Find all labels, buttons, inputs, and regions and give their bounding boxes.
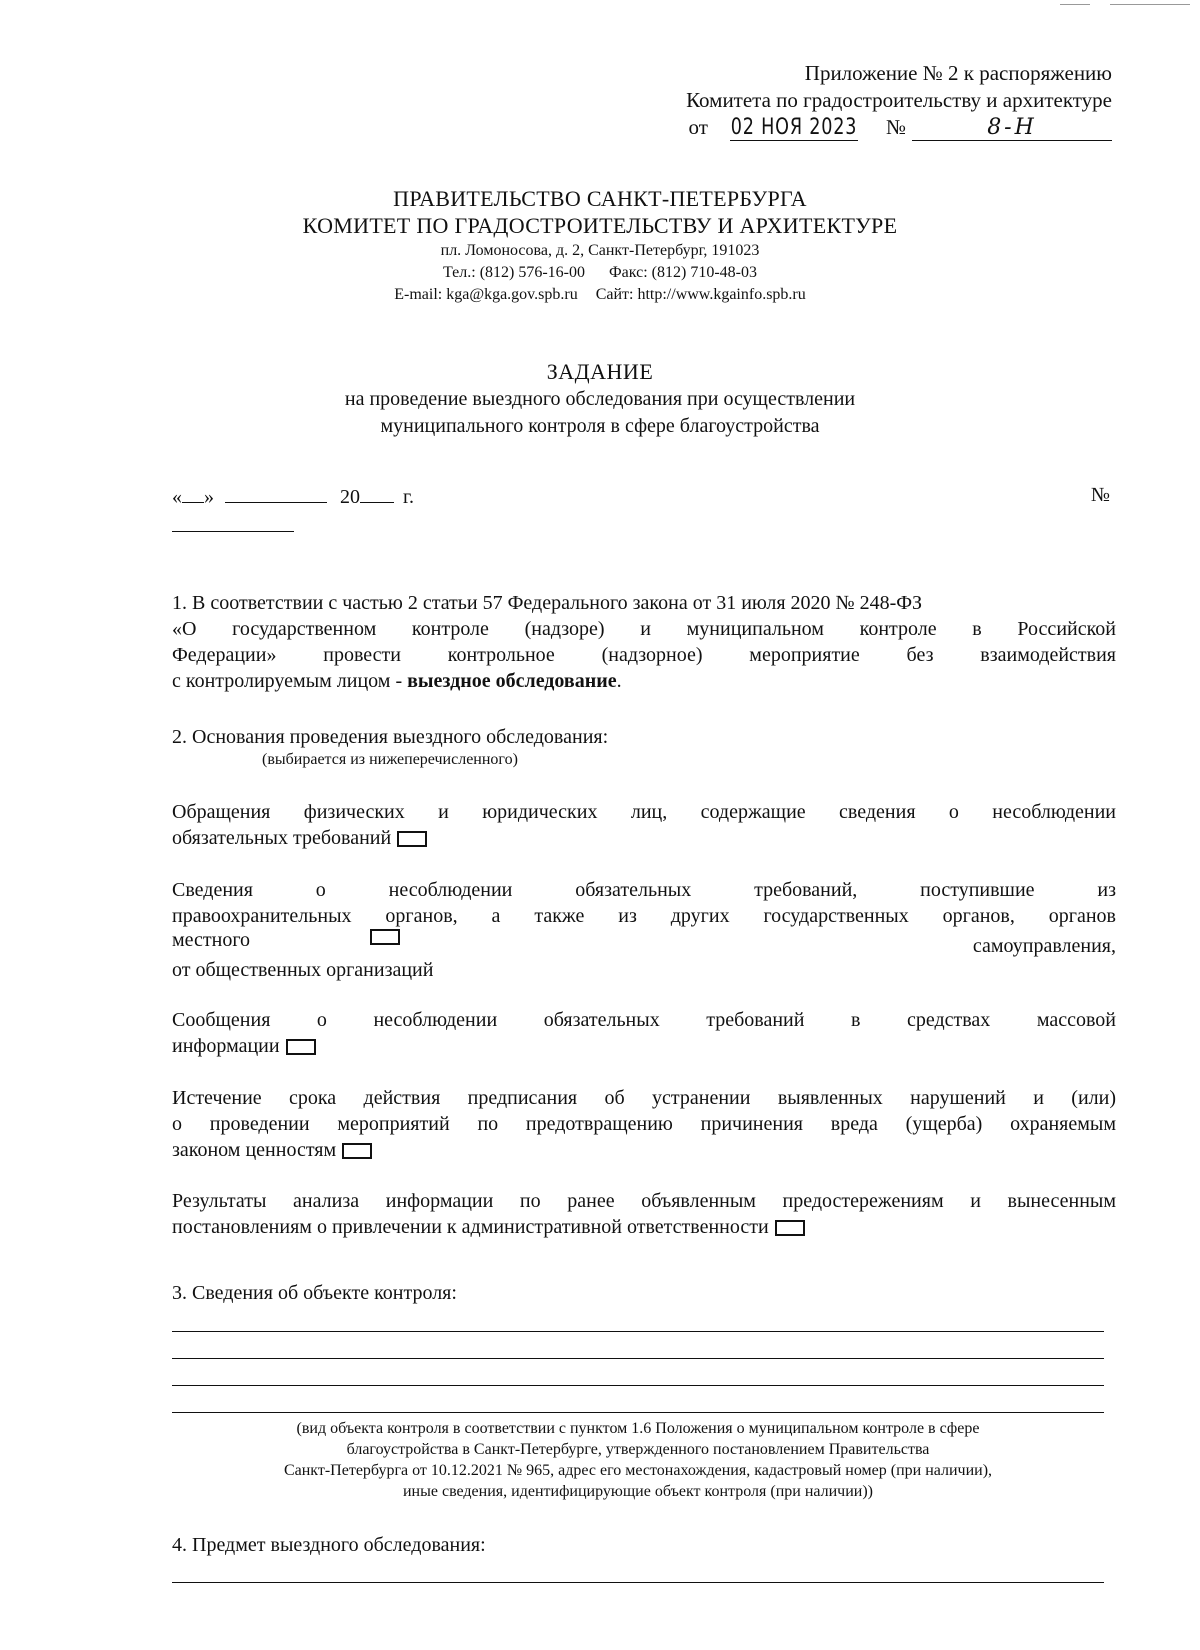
option-4-checkbox[interactable] bbox=[342, 1143, 372, 1159]
letterhead bbox=[0, 186, 1200, 306]
s1-line2: «О государственном контроле (надзоре) и муниципальном контроле в Российской bbox=[172, 618, 1116, 640]
opt4-text: законом ценностям bbox=[172, 1139, 337, 1161]
caption-line2: благоустройства в Санкт-Петербурге, утвержденного постановлением Правительства bbox=[346, 1441, 930, 1458]
caption-line4: иные сведения, идентифицирующие объект контроля (при наличии)) bbox=[402, 1483, 873, 1500]
year-blank bbox=[360, 484, 394, 503]
phone-fax bbox=[0, 262, 1200, 284]
appendix-line2: Комитета по градостроительству и архитектуре bbox=[686, 88, 1112, 112]
opt2-line1: Сведения о несоблюдении обязательных требований, поступившие из bbox=[172, 879, 1116, 901]
opt3-line2 bbox=[172, 1033, 1116, 1059]
appendix-block bbox=[686, 60, 1112, 141]
opt2-line2: правоохранительных органов, а также из других государственных органов, органов bbox=[172, 905, 1116, 927]
opt1-line2 bbox=[172, 825, 1116, 851]
title-line2: муниципального контроля в сфере благоустройства bbox=[380, 415, 820, 437]
opt4-line2: о проведении мероприятий по предотвращению причинения вреда (ущерба) охраняемым bbox=[172, 1113, 1116, 1135]
fax: Факс: (812) 710-48-03 bbox=[609, 264, 757, 281]
section-2 bbox=[172, 724, 1116, 770]
opt2-line3 bbox=[172, 929, 1116, 957]
s4-heading: 4. Предмет выездного обследования: bbox=[172, 1534, 486, 1556]
option-2 bbox=[172, 877, 1116, 983]
caption-line3: Санкт-Петербурга от 10.12.2021 № 965, адрес его местонахождения, кадастровый номер (при наличии), bbox=[283, 1462, 993, 1479]
s2-note: (выбирается из нижеперечисленного) bbox=[262, 751, 518, 768]
number-label: № bbox=[885, 115, 906, 139]
opt4-line3 bbox=[172, 1137, 1116, 1163]
email-site bbox=[0, 284, 1200, 306]
open-quote: « bbox=[172, 486, 182, 508]
s1-line4-bold: выездное обследование bbox=[407, 670, 617, 692]
number-sign: № bbox=[1090, 484, 1110, 506]
s1-line4-prefix: с контролируемым лицом - bbox=[172, 670, 408, 692]
object-line-4[interactable] bbox=[172, 1412, 1104, 1413]
s3-heading: 3. Сведения об объекте контроля: bbox=[172, 1282, 457, 1304]
s1-line1: 1. В соответствии с частью 2 статьи 57 Федерального закона от 31 июля 2020 № 248-ФЗ bbox=[172, 592, 923, 614]
government-name: ПРАВИТЕЛЬСТВО САНКТ-ПЕТЕРБУРГА bbox=[393, 186, 807, 211]
option-5-checkbox[interactable] bbox=[775, 1220, 805, 1236]
opt5-text: постановлениям о привлечении к административной ответственности bbox=[172, 1216, 769, 1238]
address: пл. Ломоносова, д. 2, Санкт-Петербург, 191023 bbox=[440, 242, 760, 259]
option-4 bbox=[172, 1085, 1116, 1163]
committee-name: КОМИТЕТ ПО ГРАДОСТРОИТЕЛЬСТВУ И АРХИТЕКТУРЕ bbox=[302, 213, 898, 238]
year-prefix: 20 bbox=[340, 486, 360, 508]
opt2-word-right: самоуправления, bbox=[972, 935, 1116, 957]
object-line-1[interactable] bbox=[172, 1331, 1104, 1332]
appendix-line1: Приложение № 2 к распоряжению bbox=[804, 61, 1112, 85]
s1-line4 bbox=[172, 668, 1116, 694]
title-line1: на проведение выездного обследования при осуществлении bbox=[344, 388, 856, 410]
handwritten-number: 8-Н bbox=[912, 116, 1112, 141]
subject-lines bbox=[172, 1582, 1104, 1609]
phone: Тел.: (812) 576-16-00 bbox=[443, 264, 586, 281]
object-line-3[interactable] bbox=[172, 1385, 1104, 1386]
option-3 bbox=[172, 1007, 1116, 1059]
day-blank bbox=[182, 484, 204, 503]
date-line bbox=[172, 484, 1110, 509]
opt1-text: обязательных требований bbox=[172, 827, 392, 849]
date-fields bbox=[172, 484, 414, 509]
document-title bbox=[0, 358, 1200, 440]
s2-heading: 2. Основания проведения выездного обследования: bbox=[172, 726, 609, 748]
scan-mark bbox=[1110, 4, 1190, 5]
section-3 bbox=[172, 1280, 1116, 1306]
site: Сайт: http://www.kgainfo.spb.ru bbox=[595, 286, 806, 303]
close-quote: » bbox=[204, 486, 214, 508]
opt4-line1: Истечение срока действия предписания об устранении выявленных нарушений и (или) bbox=[172, 1087, 1116, 1109]
caption-line1: (вид объекта контроля в соответствии с пунктом 1.6 Положения о муниципальном контроле в сфере bbox=[296, 1420, 980, 1437]
option-1 bbox=[172, 799, 1116, 851]
option-5 bbox=[172, 1188, 1116, 1240]
title-main: ЗАДАНИЕ bbox=[546, 359, 654, 384]
opt2-line4: от общественных организаций bbox=[172, 959, 434, 981]
opt3-line1: Сообщения о несоблюдении обязательных требований в средствах массовой bbox=[172, 1009, 1116, 1031]
opt1-line1: Обращения физических и юридических лиц, содержащие сведения о несоблюдении bbox=[172, 801, 1116, 823]
s1-line4-end: . bbox=[616, 670, 622, 692]
email: E-mail: kga@kga.gov.spb.ru bbox=[394, 286, 578, 303]
month-blank bbox=[225, 484, 327, 503]
opt2-word-left: местного bbox=[172, 929, 251, 951]
object-caption bbox=[172, 1418, 1104, 1502]
scan-mark bbox=[1060, 4, 1090, 5]
option-2-checkbox[interactable] bbox=[370, 929, 400, 945]
number-blank bbox=[172, 531, 294, 532]
appendix-line3 bbox=[686, 114, 1112, 141]
from-label: от bbox=[688, 115, 708, 139]
section-1 bbox=[172, 590, 1116, 694]
year-suffix: г. bbox=[403, 486, 414, 508]
subject-line-1[interactable] bbox=[172, 1582, 1104, 1583]
opt3-text: информации bbox=[172, 1035, 280, 1057]
handwritten-date: 02 НОЯ 2023 bbox=[730, 115, 858, 140]
s1-line3: Федерации» провести контрольное (надзорное) мероприятие без взаимодействия bbox=[172, 644, 1116, 666]
option-3-checkbox[interactable] bbox=[286, 1039, 316, 1055]
option-1-checkbox[interactable] bbox=[397, 831, 427, 847]
opt5-line1: Результаты анализа информации по ранее объявленным предостережениям и вынесенным bbox=[172, 1190, 1116, 1212]
opt5-line2 bbox=[172, 1214, 1116, 1240]
section-4 bbox=[172, 1532, 1116, 1558]
object-line-2[interactable] bbox=[172, 1358, 1104, 1359]
